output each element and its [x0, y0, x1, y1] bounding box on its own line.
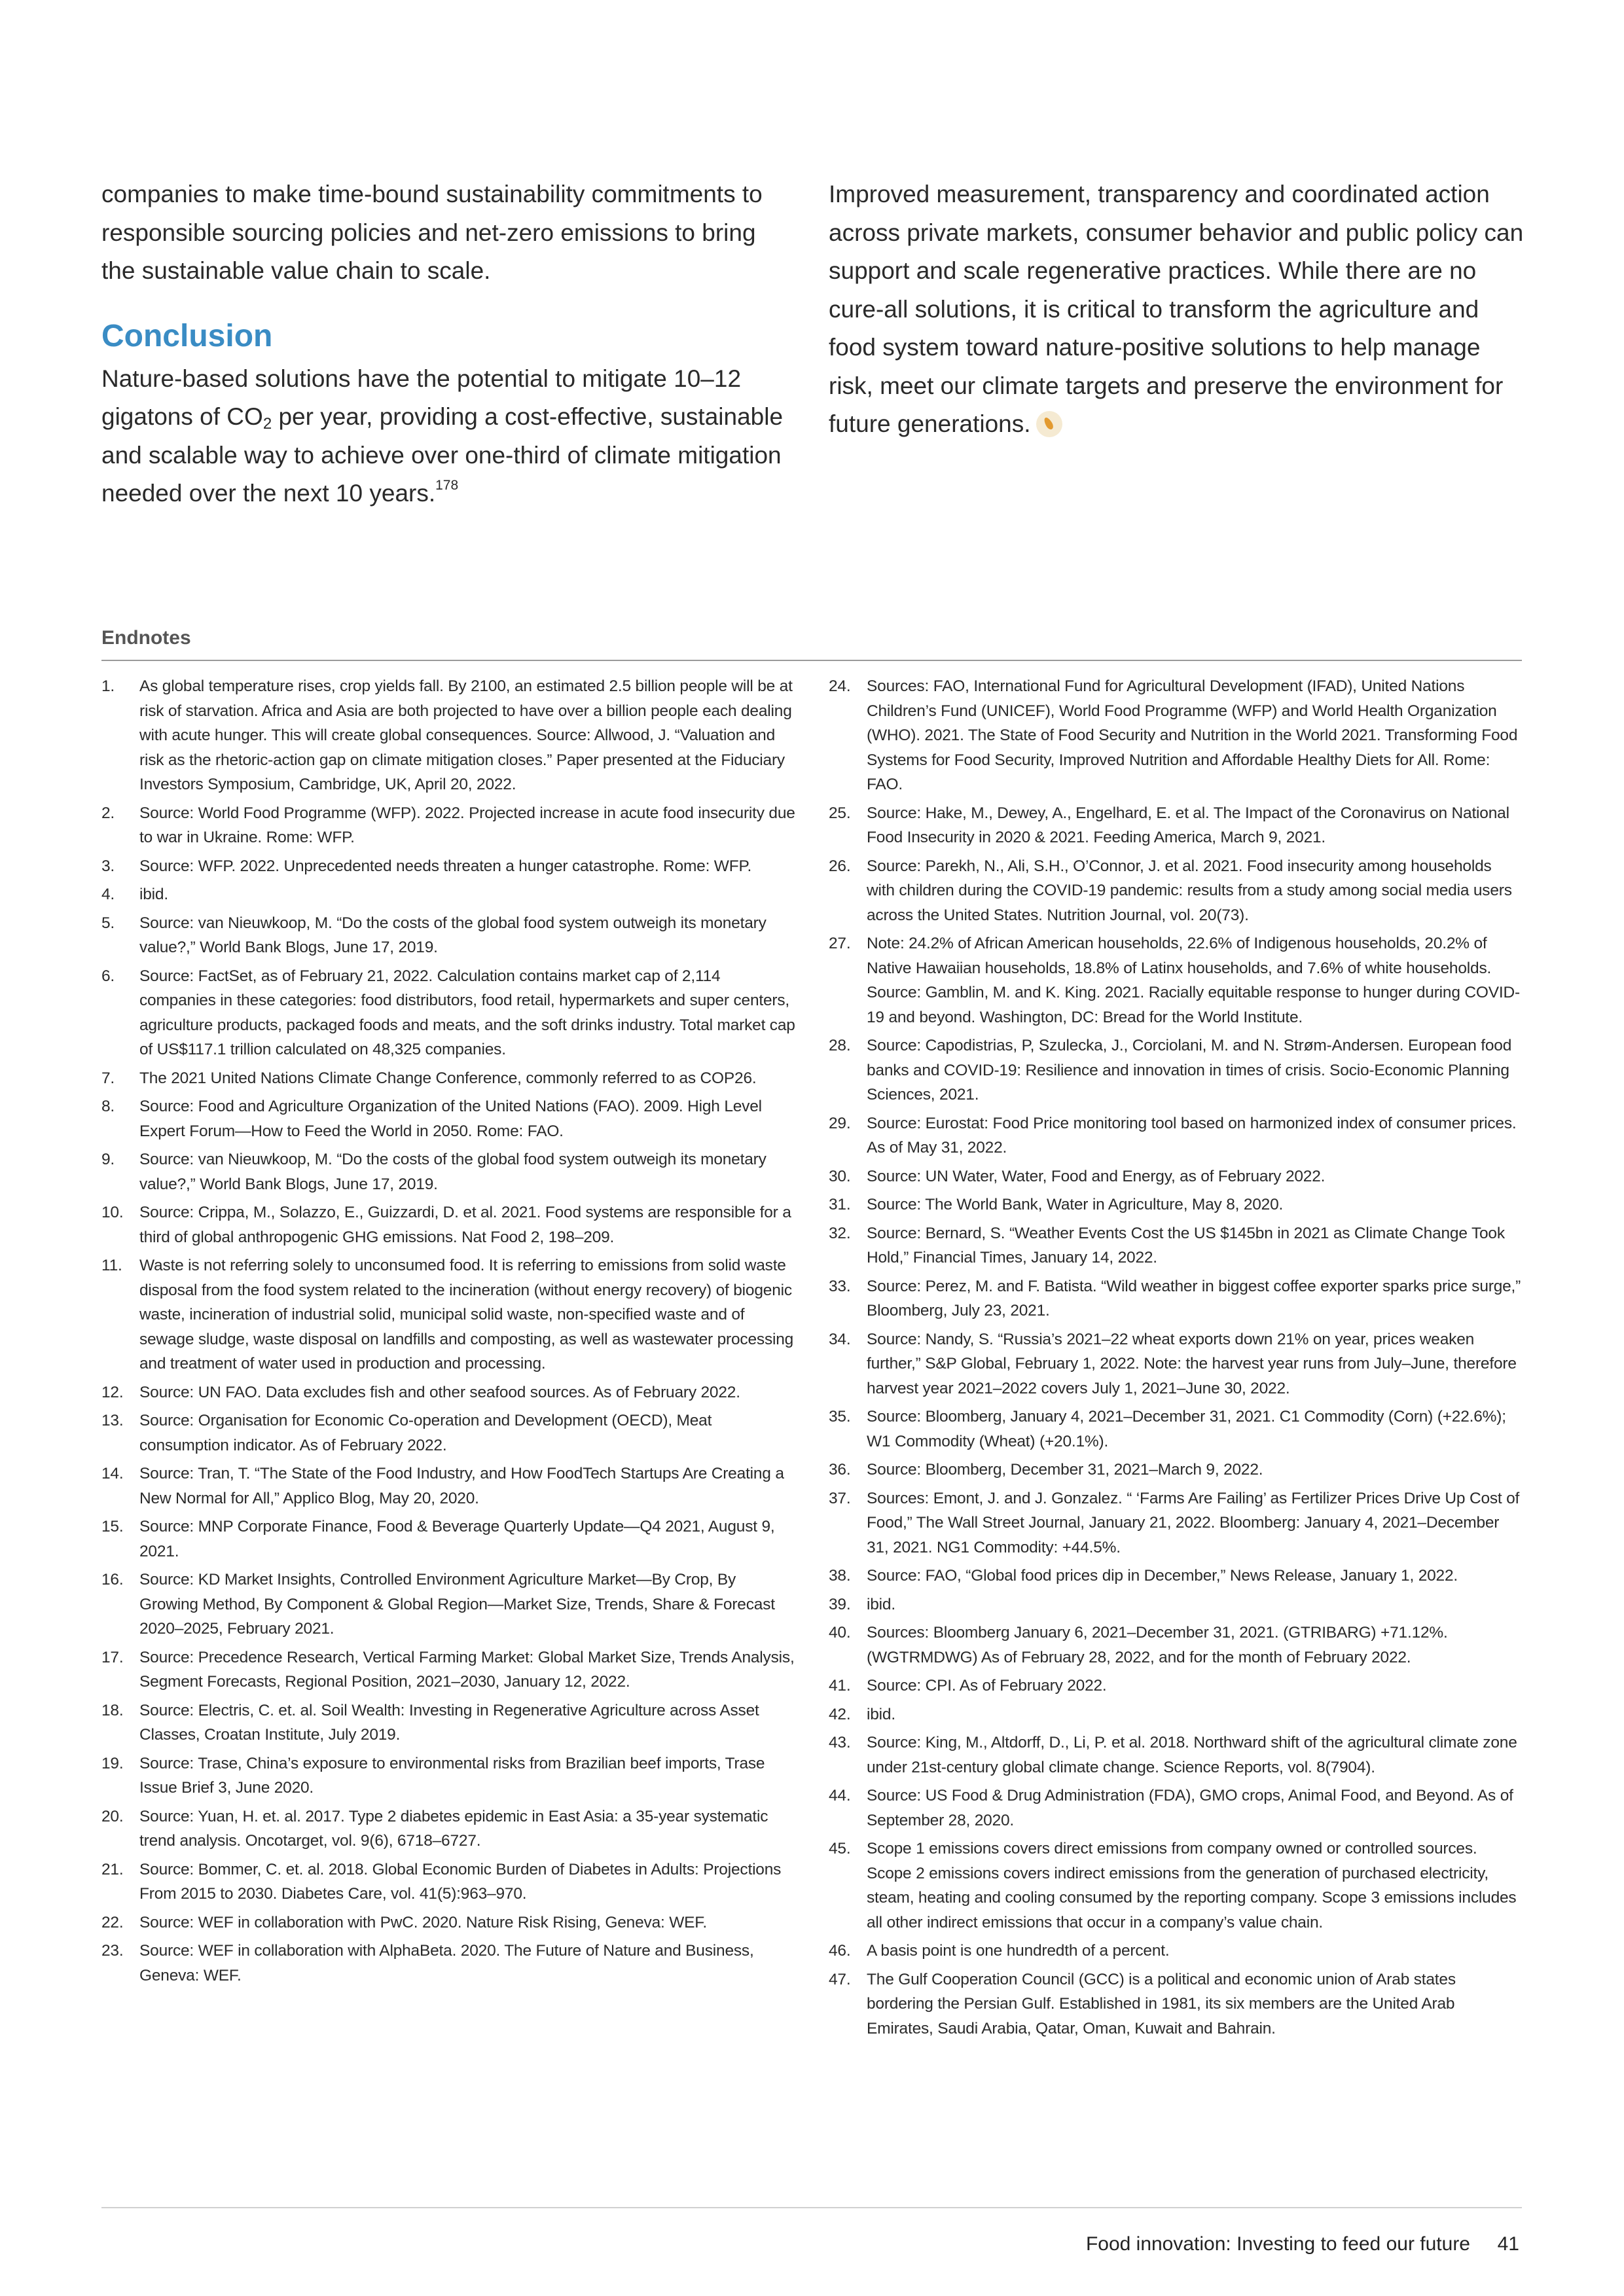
endnote-number: 23. — [101, 1942, 124, 1960]
endnote-text: ibid. — [867, 1595, 895, 1613]
endnote-text: Source: UN Water, Water, Food and Energy, as of February 2022. — [867, 1167, 1326, 1185]
intro-left-paragraph: companies to make time-bound sustainability commitments to responsible sourcing policies and net-zero emissions to bring the sustainable value chain to scale. — [101, 181, 763, 284]
endnote-item — [829, 1274, 1523, 1323]
endnote-item — [829, 1939, 1523, 1964]
endnote-item — [101, 1568, 795, 1641]
endnote-item — [101, 1200, 795, 1249]
endnote-number: 36. — [829, 1461, 851, 1479]
endnotes-list-left — [101, 674, 795, 1992]
endnote-number: 39. — [829, 1595, 851, 1613]
endnote-item — [101, 1698, 795, 1748]
endnote-text: Source: FactSet, as of February 21, 2022. Calculation contains market cap of 2,114 companies in these categories: food distributors, food retail, hypermarkets and super centers, agriculture products, packaged foods and meats, and the soft drinks industry. Total market cap of US$117.1 trillion calculated on 48,325 companies. — [139, 967, 795, 1058]
intro-right-paragraph — [829, 175, 1529, 444]
endnote-item — [101, 1147, 795, 1196]
endnote-text: Source: Electris, C. et. al. Soil Wealth: Investing in Regenerative Agriculture across Asset Classes, Croatan Institute, July 2019. — [139, 1701, 759, 1744]
endnote-item — [829, 1193, 1523, 1217]
left-column — [101, 175, 789, 513]
endnote-item — [101, 1380, 795, 1405]
leaf-end-icon — [1036, 411, 1062, 437]
endnote-text: Source: Yuan, H. et. al. 2017. Type 2 diabetes epidemic in East Asia: a 35-year systematic trend analysis. Oncotarget, vol. 9(6), 6718–6727. — [139, 1807, 768, 1850]
endnote-text: Source: Hake, M., Dewey, A., Engelhard, E. et al. The Impact of the Coronavirus on National Food Insecurity in 2020 & 2021. Feeding America, March 9, 2021. — [867, 804, 1509, 846]
endnote-number: 1. — [101, 677, 115, 695]
endnote-item — [829, 1564, 1523, 1588]
endnote-item — [829, 1327, 1523, 1401]
endnote-text: Source: Eurostat: Food Price monitoring tool based on harmonized index of consumer prices. As of May 31, 2022. — [867, 1114, 1517, 1157]
right-column — [829, 175, 1529, 444]
endnote-text: Note: 24.2% of African American households, 22.6% of Indigenous households, 20.2% of Native Hawaiian households, 18.8% of Latinx households, and 7.6% of white households. Source: Gamblin, M. and K. King. 2021. Racially equitable response to hunger during COVID-19 and beyond. Washington, DC: Bread for the World Institute. — [867, 935, 1520, 1026]
endnote-number: 14. — [101, 1465, 124, 1482]
endnote-item — [829, 1033, 1523, 1107]
endnote-item — [101, 882, 795, 907]
endnote-text: Source: CPI. As of February 2022. — [867, 1677, 1107, 1695]
endnote-item — [101, 911, 795, 960]
endnote-text: Source: UN FAO. Data excludes fish and other seafood sources. As of February 2022. — [139, 1383, 740, 1401]
endnote-text: Source: FAO, “Global food prices dip in December,” News Release, January 1, 2022. — [867, 1567, 1458, 1585]
endnote-number: 34. — [829, 1330, 851, 1348]
endnote-number: 4. — [101, 886, 115, 903]
endnote-number: 6. — [101, 967, 115, 985]
endnote-item — [829, 674, 1523, 797]
co2-subscript: 2 — [262, 415, 272, 433]
endnote-item — [829, 1784, 1523, 1833]
endnote-number: 27. — [829, 935, 851, 952]
conclusion-heading: Conclusion — [101, 318, 273, 353]
endnote-number: 22. — [101, 1913, 124, 1931]
endnote-item — [101, 1094, 795, 1143]
endnote-number: 28. — [829, 1037, 851, 1054]
endnote-text: Source: van Nieuwkoop, M. “Do the costs of the global food system outweigh its monetary value?,” World Bank Blogs, June 17, 2019. — [139, 1151, 767, 1193]
endnote-item — [829, 1164, 1523, 1189]
endnotes-divider — [101, 660, 1522, 661]
endnote-number: 19. — [101, 1754, 124, 1772]
endnote-text: ibid. — [139, 886, 168, 903]
endnote-text: Source: King, M., Altdorff, D., Li, P. et al. 2018. Northward shift of the agricultural climate zone under 21st-century global climate change. Science Reports, vol. 8(7904). — [867, 1734, 1517, 1776]
endnote-text: Source: WEF in collaboration with PwC. 2020. Nature Risk Rising, Geneva: WEF. — [139, 1913, 707, 1931]
endnote-item — [829, 931, 1523, 1030]
conclusion-text-part2: per year, providing a cost-effective, sustainable and scalable way to achieve over one-third of climate mitigation needed over the next 10 years. — [101, 403, 784, 507]
conclusion-paragraph — [101, 360, 789, 513]
endnote-item — [101, 964, 795, 1062]
endnote-number: 8. — [101, 1098, 115, 1115]
endnote-item — [829, 1458, 1523, 1482]
endnote-number: 35. — [829, 1408, 851, 1426]
endnote-item — [101, 854, 795, 879]
endnote-text: Source: Crippa, M., Solazzo, E., Guizzardi, D. et al. 2021. Food systems are responsible for a third of global anthropogenic GHG emissions. Nat Food 2, 198–209. — [139, 1204, 791, 1246]
endnote-text: Source: Bernard, S. “Weather Events Cost the US $145bn in 2021 as Climate Change Took Hold,” Financial Times, January 14, 2022. — [867, 1224, 1505, 1266]
endnote-number: 38. — [829, 1567, 851, 1585]
endnote-number: 43. — [829, 1734, 851, 1751]
endnote-item — [829, 1702, 1523, 1727]
endnote-text: Source: US Food & Drug Administration (FDA), GMO crops, Animal Food, and Beyond. As of September 28, 2020. — [867, 1787, 1513, 1829]
endnote-item — [101, 1939, 795, 1988]
endnote-item — [829, 1405, 1523, 1454]
endnote-text: Sources: FAO, International Fund for Agricultural Development (IFAD), United Nations Children’s Fund (UNICEF), World Food Programme (WFP) and World Health Organization (WHO). 2021. The State of Food Security and Nutrition in the World 2021. Transforming Food Systems for Food Security, Improved Nutrition and Affordable Healthy Diets for All. Rome: FAO. — [867, 677, 1518, 793]
page-number: 41 — [1497, 2233, 1519, 2255]
endnote-number: 26. — [829, 857, 851, 875]
endnote-item — [829, 1486, 1523, 1560]
endnote-number: 29. — [829, 1114, 851, 1132]
endnote-number: 17. — [101, 1648, 124, 1666]
endnote-text: Source: Trase, China’s exposure to environmental risks from Brazilian beef imports, Trase Issue Brief 3, June 2020. — [139, 1754, 765, 1797]
endnote-text: Source: Parekh, N., Ali, S.H., O’Connor, J. et al. 2021. Food insecurity among households with children during the COVID-19 pandemic: results from a study among social media users across the United States. Nutrition Journal, vol. 20(73). — [867, 857, 1512, 924]
footnote-ref[interactable]: 178 — [435, 478, 459, 493]
endnote-text: Waste is not referring solely to unconsumed food. It is referring to emissions from solid waste disposal from the food system related to the incineration (without energy recovery) of biogenic waste, incineration of industrial solid, municipal solid waste, non-specified waste and of sewage sludge, waste disposal on landfills and composting, as well as wastewater processing and treatment of water used in production and processing. — [139, 1257, 794, 1372]
endnote-item — [101, 1253, 795, 1376]
endnote-text: Scope 1 emissions covers direct emissions from company owned or controlled sources. Scope 2 emissions covers indirect emissions from the generation of purchased electricity, steam, heating and cooling consumed by the reporting company. Scope 3 emissions includes all other indirect emissions that occur in a company’s value chain. — [867, 1840, 1517, 1931]
endnote-text: Source: MNP Corporate Finance, Food & Beverage Quarterly Update—Q4 2021, August 9, 2021. — [139, 1518, 775, 1560]
endnote-item — [829, 1621, 1523, 1670]
endnote-item — [101, 1857, 795, 1907]
endnote-item — [101, 1804, 795, 1854]
endnotes-list-right — [829, 674, 1523, 2045]
endnote-item — [829, 1837, 1523, 1935]
endnote-number: 37. — [829, 1489, 851, 1507]
endnote-number: 45. — [829, 1840, 851, 1857]
endnote-number: 41. — [829, 1677, 851, 1695]
endnote-item — [101, 1910, 795, 1935]
endnote-number: 11. — [101, 1257, 122, 1274]
endnote-text: Source: Bloomberg, December 31, 2021–March 9, 2022. — [867, 1461, 1263, 1479]
endnote-text: The 2021 United Nations Climate Change Conference, commonly referred to as COP26. — [139, 1069, 757, 1087]
endnote-item — [829, 801, 1523, 850]
endnotes-title: Endnotes — [101, 627, 191, 649]
endnote-text: As global temperature rises, crop yields fall. By 2100, an estimated 2.5 billion people will be at risk of starvation. Africa and Asia are both projected to have over a billion people each dealing with acute hunger. This will create global consequences. Source: Allwood, J. “Valuation and risk as the rhetoric-action gap on climate mitigation closes.” Paper presented at the Fiduciary Investors Symposium, Cambridge, UK, April 20, 2022. — [139, 677, 793, 793]
endnote-item — [101, 1462, 795, 1511]
endnote-text: Source: Precedence Research, Vertical Farming Market: Global Market Size, Trends Analysis, Segment Forecasts, Regional Position, 2021–2030, January 12, 2022. — [139, 1648, 795, 1691]
endnote-item — [101, 674, 795, 797]
endnote-number: 47. — [829, 1970, 851, 1988]
endnote-text: Source: Nandy, S. “Russia’s 2021–22 wheat exports down 21% on year, prices weaken further,” S&P Global, February 1, 2022. Note: the harvest year runs from July–June, therefore harvest year 2021–2022 covers July 1, 2021–June 30, 2022. — [867, 1330, 1517, 1397]
endnote-number: 44. — [829, 1787, 851, 1804]
endnote-text: Source: The World Bank, Water in Agriculture, May 8, 2020. — [867, 1196, 1284, 1213]
endnote-number: 31. — [829, 1196, 851, 1213]
endnote-number: 25. — [829, 804, 851, 822]
endnote-text: Source: WEF in collaboration with AlphaBeta. 2020. The Future of Nature and Business, Geneva: WEF. — [139, 1942, 754, 1984]
endnote-number: 33. — [829, 1277, 851, 1295]
endnote-text: Source: KD Market Insights, Controlled Environment Agriculture Market—By Crop, By Growing Method, By Component & Global Region—Market Size, Trends, Share & Forecast 2020–2025, February 2021. — [139, 1571, 775, 1638]
endnote-text: ibid. — [867, 1705, 895, 1723]
endnote-item — [101, 1515, 795, 1564]
endnote-number: 30. — [829, 1167, 851, 1185]
endnote-item — [829, 1967, 1523, 2041]
endnote-item — [829, 1731, 1523, 1780]
conclusion-text-part1: Nature-based solutions have the potential to mitigate 10–12 gigatons of CO — [101, 365, 742, 430]
endnote-item — [829, 1221, 1523, 1270]
endnote-text: A basis point is one hundredth of a percent. — [867, 1942, 1170, 1960]
endnote-number: 21. — [101, 1860, 124, 1878]
endnote-number: 5. — [101, 914, 115, 932]
endnote-number: 2. — [101, 804, 115, 822]
endnote-number: 46. — [829, 1942, 851, 1960]
footer-title: Food innovation: Investing to feed our future — [1085, 2233, 1470, 2255]
endnote-text: The Gulf Cooperation Council (GCC) is a political and economic union of Arab states bordering the Persian Gulf. Established in 1981, its six members are the United Arab Emirates, Saudi Arabia, Qatar, Oman, Kuwait and Bahrain. — [867, 1970, 1456, 2037]
endnote-number: 3. — [101, 857, 115, 875]
endnote-item — [101, 1645, 795, 1695]
endnote-number: 40. — [829, 1624, 851, 1641]
endnote-number: 20. — [101, 1807, 124, 1825]
endnote-number: 42. — [829, 1705, 851, 1723]
endnote-item — [101, 1066, 795, 1091]
endnote-number: 16. — [101, 1571, 124, 1588]
endnote-text: Sources: Emont, J. and J. Gonzalez. “ ‘Farms Are Failing’ as Fertilizer Prices Drive Up Cost of Food,” The Wall Street Journal, January 21, 2022. Bloomberg: January 4, 2021–December 31, 2021. NG1 Commodity: +44.5%. — [867, 1489, 1520, 1556]
endnote-number: 13. — [101, 1412, 124, 1429]
endnote-number: 12. — [101, 1383, 124, 1401]
endnote-item — [101, 1408, 795, 1458]
endnote-number: 10. — [101, 1204, 124, 1221]
endnote-text: Source: World Food Programme (WFP). 2022. Projected increase in acute food insecurity due to war in Ukraine. Rome: WFP. — [139, 804, 795, 846]
endnote-text: Source: Tran, T. “The State of the Food Industry, and How FoodTech Startups Are Creating a New Normal for All,” Applico Blog, May 20, 2020. — [139, 1465, 784, 1507]
endnote-text: Source: Organisation for Economic Co-operation and Development (OECD), Meat consumption indicator. As of February 2022. — [139, 1412, 712, 1454]
endnote-text: Source: Bommer, C. et. al. 2018. Global Economic Burden of Diabetes in Adults: Projections From 2015 to 2030. Diabetes Care, vol. 41(5):963–970. — [139, 1860, 782, 1903]
endnote-number: 7. — [101, 1069, 115, 1087]
endnote-item — [829, 1592, 1523, 1617]
endnote-item — [829, 854, 1523, 928]
endnote-item — [101, 1751, 795, 1801]
footer-divider — [101, 2207, 1522, 2208]
endnote-number: 24. — [829, 677, 851, 695]
endnote-number: 18. — [101, 1701, 124, 1719]
endnote-number: 32. — [829, 1224, 851, 1242]
endnote-text: Source: Perez, M. and F. Batista. “Wild weather in biggest coffee exporter sparks price surge,” Bloomberg, July 23, 2021. — [867, 1277, 1521, 1319]
endnote-text: Sources: Bloomberg January 6, 2021–December 31, 2021. (GTRIBARG) +71.12%. (WGTRMDWG) As of February 28, 2022, and for the month of February 2022. — [867, 1624, 1448, 1666]
endnote-item — [829, 1111, 1523, 1160]
endnote-text: Source: WFP. 2022. Unprecedented needs threaten a hunger catastrophe. Rome: WFP. — [139, 857, 752, 875]
endnote-item — [101, 801, 795, 850]
endnote-text: Source: Bloomberg, January 4, 2021–December 31, 2021. C1 Commodity (Corn) (+22.6%); W1 Commodity (Wheat) (+20.1%). — [867, 1408, 1506, 1450]
right-paragraph-text: Improved measurement, transparency and coordinated action across private markets, consumer behavior and public policy can support and scale regenerative practices. While there are no cure-all solutions, it is critical to transform the agriculture and food system toward nature-positive solutions to help manage risk, meet our climate targets and preserve the environment for future generations. — [829, 181, 1524, 437]
endnote-text: Source: Food and Agriculture Organization of the United Nations (FAO). 2009. High Level Expert Forum—How to Feed the World in 2050. Rome: FAO. — [139, 1098, 762, 1140]
endnote-text: Source: Capodistrias, P, Szulecka, J., Corciolani, M. and N. Strøm-Andersen. European food banks and COVID-19: Resilience and innovation in times of crisis. Socio-Economic Planning Sciences, 2021. — [867, 1037, 1512, 1103]
endnote-number: 15. — [101, 1518, 124, 1535]
endnote-text: Source: van Nieuwkoop, M. “Do the costs of the global food system outweigh its monetary value?,” World Bank Blogs, June 17, 2019. — [139, 914, 767, 956]
endnote-item — [829, 1674, 1523, 1698]
endnote-number: 9. — [101, 1151, 115, 1168]
